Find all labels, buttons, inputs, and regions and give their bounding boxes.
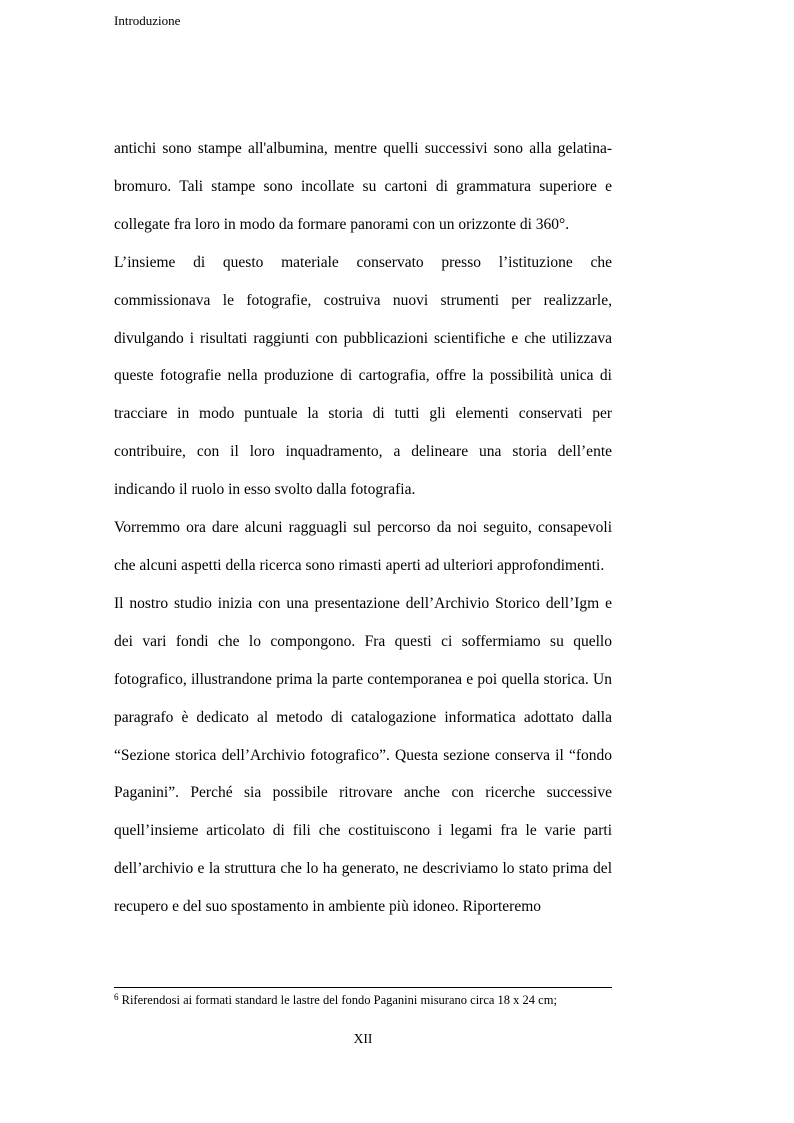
paragraph-2: L’insieme di questo materiale conservato presso l’istituzione che commissionava le fotografie, costruiva nuovi strumenti per realizzarle, divulgando i risultati raggiunti con pubblicazioni scientifiche e che utilizzava queste fotografie nella produzione di cartografia, offre la possibilità unica di tracciare in modo puntuale la storia di tutti gli elementi conservati per contribuire, con il loro inquadramento, a delineare una storia dell’ente indicando il ruolo in esso svolto dalla fotografia. xyxy=(114,253,612,499)
paragraph-3: Vorremmo ora dare alcuni ragguagli sul percorso da noi seguito, consapevoli che alcuni aspetti della ricerca sono rimasti aperti ad ulteriori approfondimenti. xyxy=(114,519,612,574)
paragraph-1: antichi sono stampe all'albumina, mentre quelli successivi sono alla gelatina-bromuro. Tali stampe sono incollate su cartoni di grammatura superiore e collegate fra loro in modo da formare panorami con un orizzonte di 360°. xyxy=(114,140,612,233)
footnote-divider xyxy=(114,987,612,988)
paragraph-4: Il nostro studio inizia con una presentazione dell’Archivio Storico dell’Igm e dei vari fondi che lo compongono. Fra questi ci soffermiamo su quello fotografico, illustrandone prima la parte contemporanea e poi quella storica. Un paragrafo è dedicato al metodo di catalogazione informatica adottato dalla “Sezione storica dell’Archivio fotografico”. Questa sezione conserva il “fondo Paganini”. Perché sia possibile ritrovare anche con ricerche successive quell’insieme articolato di fili che costituiscono i legami fra le varie parti dell’archivio e la struttura che lo ha generato, ne descriviamo lo stato prima del recupero e del suo spostamento in ambiente più idoneo. Riporteremo xyxy=(114,594,612,916)
footnote-number: 6 xyxy=(114,992,119,1002)
running-header: Introduzione xyxy=(114,13,181,28)
footnote xyxy=(114,992,612,1008)
page-number: XII xyxy=(353,1031,373,1046)
footnote-text: Riferendosi ai formati standard le lastre del fondo Paganini misurano circa 18 x 24 cm; xyxy=(121,993,557,1007)
body-text xyxy=(114,130,612,926)
